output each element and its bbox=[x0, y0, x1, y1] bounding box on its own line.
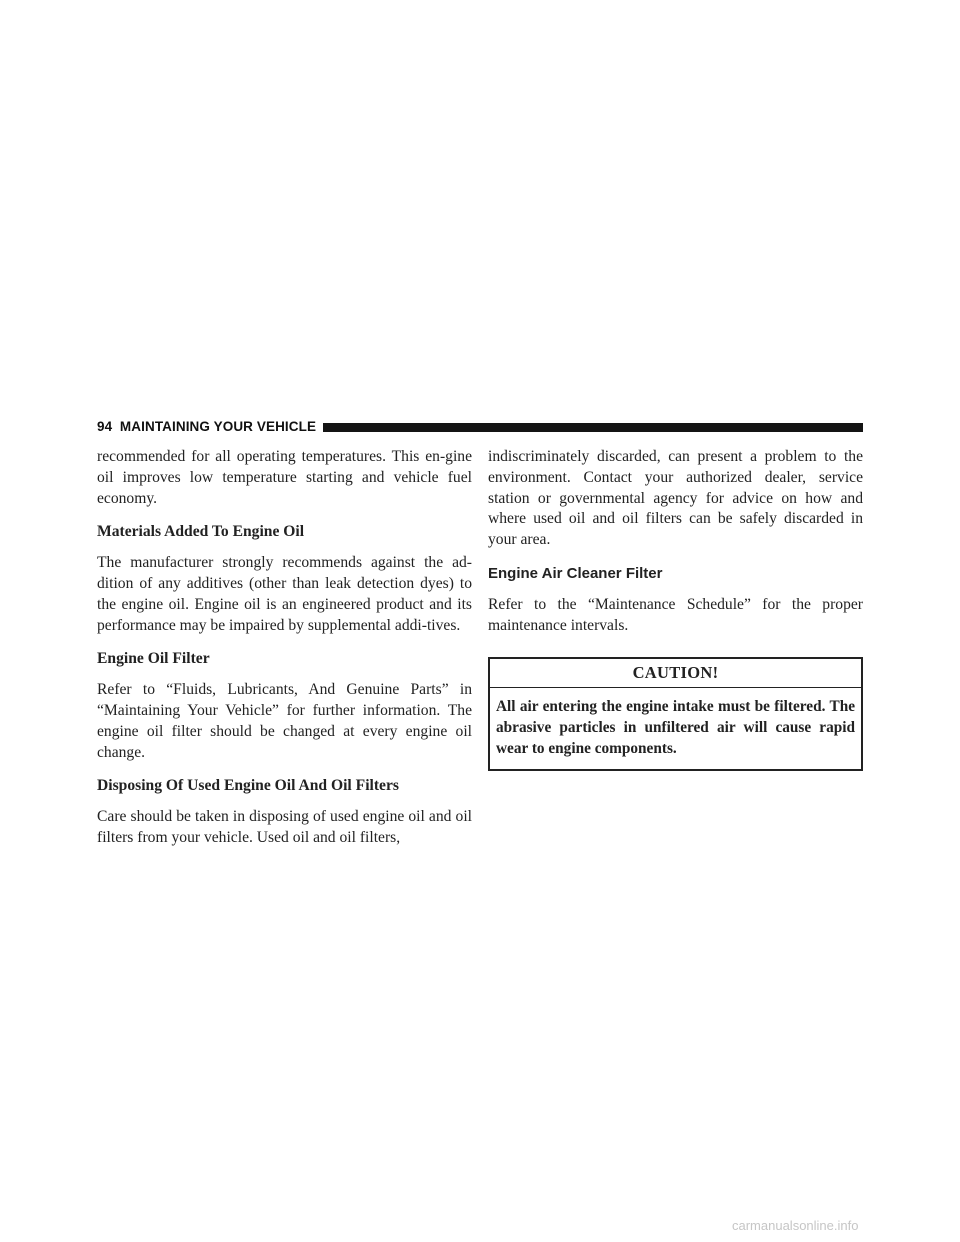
left-column bbox=[97, 447, 472, 849]
heading-disposing: Disposing Of Used Engine Oil And Oil Filters bbox=[97, 777, 399, 795]
section-title: MAINTAINING YOUR VEHICLE bbox=[119, 419, 317, 434]
header-rule bbox=[323, 423, 863, 432]
page-header-text bbox=[97, 418, 316, 436]
paragraph-disposing: Care should be taken in disposing of used engine oil and oil filters from your vehicle. Used oil and oil filters, bbox=[97, 808, 472, 846]
heading-engine-air-cleaner-filter: Engine Air Cleaner Filter bbox=[488, 564, 663, 582]
caution-title: CAUTION! bbox=[490, 659, 861, 688]
page-header bbox=[97, 418, 863, 436]
caution-text: All air entering the engine intake must be filtered. The abrasive particles in unfiltered air will cause rapid wear to engine components. bbox=[496, 698, 855, 757]
heading-materials-added: Materials Added To Engine Oil bbox=[97, 523, 305, 541]
paragraph-disposing-continued: indiscriminately discarded, can present a problem to the environment. Contact your authorized dealer, service station or governmental agency for advice on how and where used oil and oil filters can be safely discarded in your area. bbox=[488, 448, 863, 549]
paragraph-materials-added: The manufacturer strongly recommends against the ad-dition of any additives (other than leak detection dyes) to the engine oil. Engine oil is an engineered product and its performance may be impaired by supplemental addi-tives. bbox=[97, 554, 472, 634]
heading-engine-oil-filter: Engine Oil Filter bbox=[97, 650, 210, 668]
watermark: carmanualsonline.info bbox=[732, 1218, 859, 1233]
caution-box bbox=[488, 657, 863, 770]
right-column bbox=[488, 447, 863, 771]
paragraph-engine-oil-filter: Refer to “Fluids, Lubricants, And Genuine Parts” in “Maintaining Your Vehicle” for further information. The engine oil filter should be changed at every engine oil change. bbox=[97, 681, 472, 761]
paragraph-engine-air-cleaner-filter: Refer to the “Maintenance Schedule” for the proper maintenance intervals. bbox=[488, 595, 863, 634]
paragraph-intro: recommended for all operating temperatures. This en-gine oil improves low temperature starting and vehicle fuel economy. bbox=[97, 448, 472, 507]
page-number: 94 bbox=[97, 419, 113, 434]
